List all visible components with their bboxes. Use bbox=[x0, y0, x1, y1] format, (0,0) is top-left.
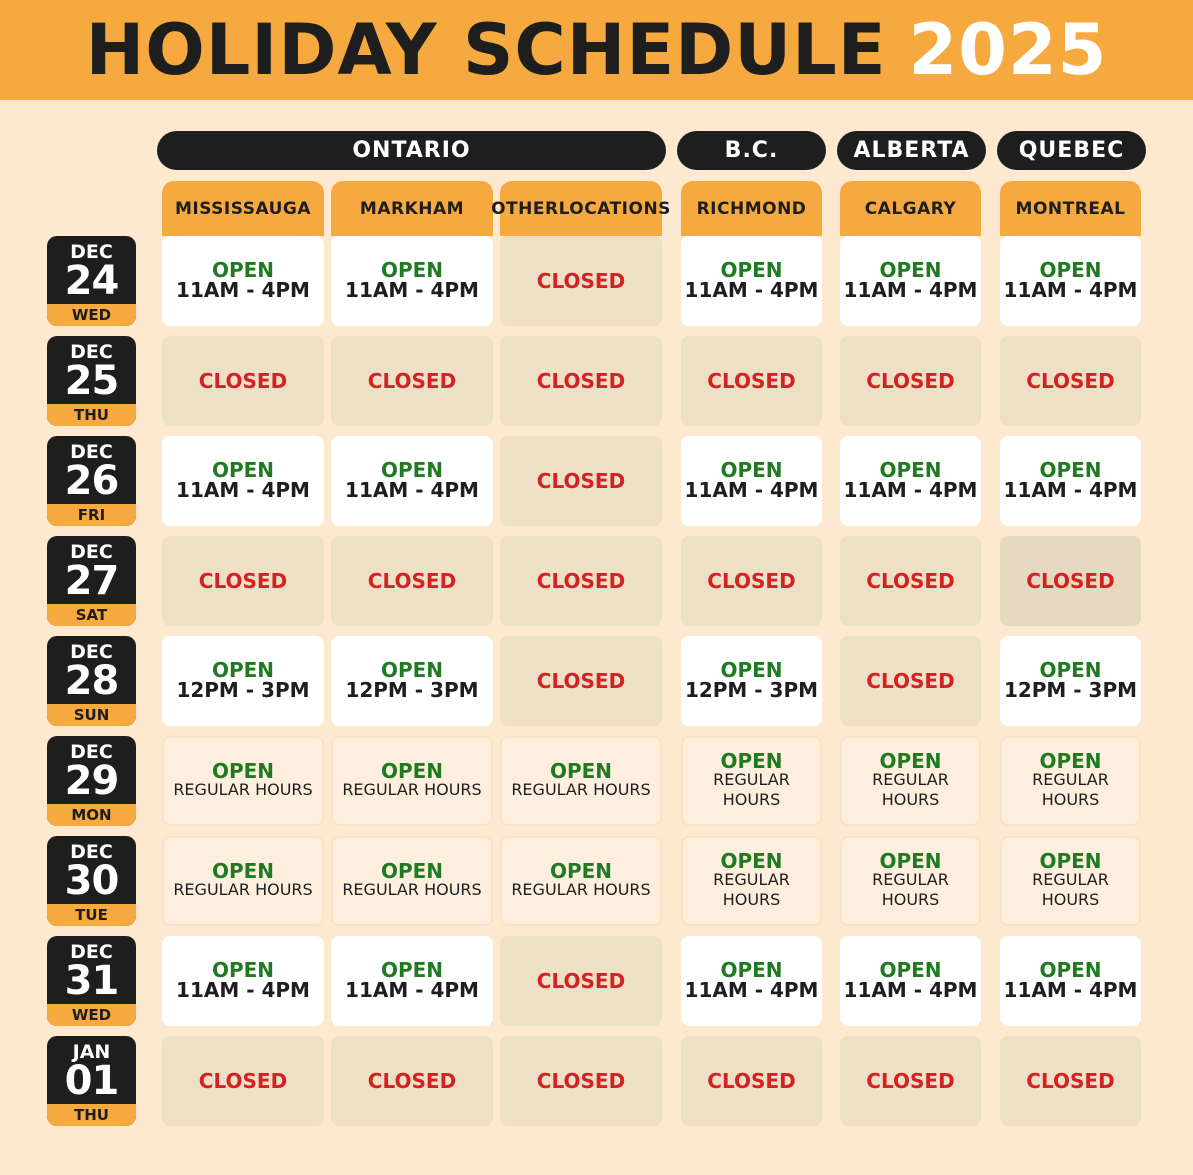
status-closed: CLOSED bbox=[367, 1069, 457, 1093]
schedule-cell bbox=[331, 1036, 493, 1126]
schedule-cell bbox=[500, 536, 662, 626]
hours-text: 11AM - 4PM bbox=[684, 478, 819, 502]
location-name: MISSISSAUGA bbox=[174, 198, 312, 219]
status-open: OPEN bbox=[1039, 958, 1102, 982]
hours-text: 12PM - 3PM bbox=[1003, 678, 1138, 702]
hours-text: REGULAR HOURS bbox=[342, 880, 482, 899]
status-closed: CLOSED bbox=[536, 969, 626, 993]
schedule-cell bbox=[1000, 336, 1141, 426]
status-closed: CLOSED bbox=[866, 569, 955, 593]
hours-text: 11AM - 4PM bbox=[345, 478, 479, 502]
status-closed: CLOSED bbox=[707, 369, 796, 393]
schedule-cell bbox=[331, 836, 493, 926]
location-header bbox=[491, 181, 671, 236]
status-closed: CLOSED bbox=[367, 369, 457, 393]
date-day: 30 bbox=[64, 858, 119, 904]
schedule-cell bbox=[500, 436, 662, 526]
hours-text: 12PM - 3PM bbox=[176, 678, 310, 702]
hours-text: REGULAR HOURS bbox=[1032, 770, 1109, 809]
status-closed: CLOSED bbox=[866, 1069, 955, 1093]
schedule-cell bbox=[162, 636, 324, 726]
date-month: DEC bbox=[70, 441, 113, 463]
region-bc: B.C. bbox=[677, 131, 826, 170]
date-day: 01 bbox=[64, 1058, 119, 1104]
schedule-cell bbox=[840, 936, 981, 1026]
schedule-cell bbox=[331, 336, 493, 426]
status-closed: CLOSED bbox=[367, 569, 457, 593]
schedule-cell bbox=[162, 1036, 324, 1126]
hours-text: 12PM - 3PM bbox=[684, 678, 819, 702]
status-closed: CLOSED bbox=[536, 669, 626, 693]
status-open: OPEN bbox=[549, 859, 613, 883]
status-closed: CLOSED bbox=[198, 1069, 288, 1093]
status-closed: CLOSED bbox=[536, 1069, 626, 1093]
hours-text: REGULAR HOURS bbox=[342, 780, 482, 799]
schedule-cell bbox=[1000, 236, 1141, 326]
schedule-cell bbox=[840, 536, 981, 626]
status-open: OPEN bbox=[380, 759, 444, 783]
location-name: OTHER bbox=[491, 198, 559, 219]
schedule-cell bbox=[162, 936, 324, 1026]
status-open: OPEN bbox=[380, 458, 444, 482]
schedule-cell bbox=[500, 236, 662, 326]
date-badge bbox=[47, 436, 136, 526]
hours-text: 11AM - 4PM bbox=[1003, 478, 1138, 502]
date-weekday: SUN bbox=[47, 704, 136, 726]
hours-text: 11AM - 4PM bbox=[176, 478, 310, 502]
location-header bbox=[162, 181, 324, 236]
date-weekday: FRI bbox=[47, 504, 136, 526]
status-open: OPEN bbox=[879, 458, 942, 482]
hours-text: 12PM - 3PM bbox=[345, 678, 479, 702]
date-month: DEC bbox=[70, 741, 113, 763]
status-closed: CLOSED bbox=[866, 669, 955, 693]
date-badge bbox=[47, 936, 136, 1026]
hours-text: 11AM - 4PM bbox=[843, 278, 978, 302]
schedule-cell bbox=[331, 736, 493, 826]
status-open: OPEN bbox=[549, 759, 613, 783]
hours-text: REGULAR HOURS bbox=[713, 870, 790, 909]
date-badge bbox=[47, 836, 136, 926]
schedule-cell bbox=[1000, 636, 1141, 726]
title-year: 2025 bbox=[908, 9, 1108, 91]
schedule-cell bbox=[331, 436, 493, 526]
date-weekday: TUE bbox=[47, 904, 136, 926]
status-closed: CLOSED bbox=[1026, 1069, 1115, 1093]
location-header bbox=[331, 181, 493, 236]
schedule-cell bbox=[500, 636, 662, 726]
schedule-cell bbox=[840, 836, 981, 926]
schedule-cell bbox=[1000, 536, 1141, 626]
date-day: 28 bbox=[64, 658, 119, 704]
status-closed: CLOSED bbox=[536, 569, 626, 593]
hours-text: REGULAR HOURS bbox=[872, 770, 949, 809]
status-open: OPEN bbox=[380, 859, 444, 883]
schedule-cell bbox=[840, 636, 981, 726]
schedule-cell bbox=[500, 736, 662, 826]
schedule-cell bbox=[162, 736, 324, 826]
status-open: OPEN bbox=[1039, 258, 1102, 282]
schedule-cell bbox=[681, 436, 822, 526]
schedule-cell bbox=[681, 736, 822, 826]
date-month: DEC bbox=[70, 641, 113, 663]
schedule-cell bbox=[331, 936, 493, 1026]
hours-text: 11AM - 4PM bbox=[1003, 278, 1138, 302]
schedule-cell bbox=[681, 336, 822, 426]
status-open: OPEN bbox=[720, 458, 783, 482]
status-open: OPEN bbox=[380, 958, 444, 982]
location-header bbox=[840, 181, 981, 236]
schedule-cell bbox=[331, 236, 493, 326]
status-open: OPEN bbox=[211, 759, 275, 783]
schedule-cell bbox=[840, 336, 981, 426]
status-open: OPEN bbox=[211, 258, 275, 282]
schedule-cell bbox=[840, 736, 981, 826]
hours-text: 11AM - 4PM bbox=[345, 978, 479, 1002]
hours-text: 11AM - 4PM bbox=[1003, 978, 1138, 1002]
date-badge bbox=[47, 636, 136, 726]
schedule-cell bbox=[1000, 436, 1141, 526]
status-open: OPEN bbox=[879, 849, 942, 873]
schedule-cell bbox=[1000, 736, 1141, 826]
status-closed: CLOSED bbox=[536, 269, 626, 293]
status-open: OPEN bbox=[211, 958, 275, 982]
hours-text: REGULAR HOURS bbox=[511, 780, 651, 799]
status-open: OPEN bbox=[211, 458, 275, 482]
schedule-cell bbox=[1000, 836, 1141, 926]
schedule-cell bbox=[331, 536, 493, 626]
date-month: DEC bbox=[70, 941, 113, 963]
date-month: DEC bbox=[70, 341, 113, 363]
date-day: 29 bbox=[64, 758, 119, 804]
date-badge bbox=[47, 736, 136, 826]
hours-text: REGULAR HOURS bbox=[872, 870, 949, 909]
status-open: OPEN bbox=[879, 749, 942, 773]
status-closed: CLOSED bbox=[707, 569, 796, 593]
date-weekday: WED bbox=[47, 1004, 136, 1026]
date-day: 27 bbox=[64, 558, 119, 604]
date-weekday: THU bbox=[47, 1104, 136, 1126]
location-name: MONTREAL bbox=[1015, 198, 1126, 219]
title-main: HOLIDAY SCHEDULE bbox=[85, 9, 887, 91]
hours-text: 11AM - 4PM bbox=[684, 278, 819, 302]
status-open: OPEN bbox=[720, 658, 783, 682]
hours-text: 11AM - 4PM bbox=[176, 278, 310, 302]
schedule-cell bbox=[162, 536, 324, 626]
schedule-cell bbox=[681, 536, 822, 626]
region-ontario: ONTARIO bbox=[157, 131, 666, 170]
date-weekday: MON bbox=[47, 804, 136, 826]
location-header bbox=[1000, 181, 1141, 236]
schedule-cell bbox=[681, 636, 822, 726]
date-badge bbox=[47, 336, 136, 426]
status-open: OPEN bbox=[720, 958, 783, 982]
status-open: OPEN bbox=[1039, 749, 1102, 773]
schedule-cell bbox=[162, 236, 324, 326]
date-day: 24 bbox=[64, 258, 119, 304]
page-title bbox=[0, 0, 1193, 100]
location-name: MARKHAM bbox=[359, 198, 465, 219]
schedule-cell bbox=[840, 1036, 981, 1126]
status-open: OPEN bbox=[1039, 849, 1102, 873]
schedule-cell bbox=[1000, 1036, 1141, 1126]
status-open: OPEN bbox=[720, 749, 783, 773]
status-open: OPEN bbox=[879, 258, 942, 282]
status-closed: CLOSED bbox=[1026, 569, 1115, 593]
schedule-cell bbox=[500, 336, 662, 426]
date-badge bbox=[47, 1036, 136, 1126]
schedule-cell bbox=[500, 836, 662, 926]
schedule-cell bbox=[840, 236, 981, 326]
status-closed: CLOSED bbox=[1026, 369, 1115, 393]
status-closed: CLOSED bbox=[707, 1069, 796, 1093]
hours-text: 11AM - 4PM bbox=[345, 278, 479, 302]
status-open: OPEN bbox=[380, 658, 444, 682]
schedule-cell bbox=[162, 436, 324, 526]
hours-text: REGULAR HOURS bbox=[173, 780, 313, 799]
schedule-cell bbox=[681, 836, 822, 926]
date-badge bbox=[47, 536, 136, 626]
status-open: OPEN bbox=[211, 658, 275, 682]
status-closed: CLOSED bbox=[536, 469, 626, 493]
schedule-cell bbox=[840, 436, 981, 526]
hours-text: 11AM - 4PM bbox=[843, 478, 978, 502]
date-day: 26 bbox=[64, 458, 119, 504]
hours-text: 11AM - 4PM bbox=[684, 978, 819, 1002]
status-open: OPEN bbox=[879, 958, 942, 982]
location-name: CALGARY bbox=[864, 198, 957, 219]
status-closed: CLOSED bbox=[536, 369, 626, 393]
status-closed: CLOSED bbox=[198, 369, 288, 393]
schedule-cell bbox=[500, 936, 662, 1026]
schedule-cell bbox=[1000, 936, 1141, 1026]
location-name: RICHMOND bbox=[696, 198, 807, 219]
date-month: DEC bbox=[70, 241, 113, 263]
status-open: OPEN bbox=[720, 849, 783, 873]
hours-text: REGULAR HOURS bbox=[1032, 870, 1109, 909]
schedule-cell bbox=[681, 236, 822, 326]
region-alberta: ALBERTA bbox=[837, 131, 986, 170]
date-month: DEC bbox=[70, 541, 113, 563]
hours-text: REGULAR HOURS bbox=[713, 770, 790, 809]
schedule-cell bbox=[681, 1036, 822, 1126]
date-weekday: THU bbox=[47, 404, 136, 426]
date-badge bbox=[47, 236, 136, 326]
status-closed: CLOSED bbox=[198, 569, 288, 593]
hours-text: REGULAR HOURS bbox=[511, 880, 651, 899]
schedule-cell bbox=[162, 836, 324, 926]
location-name: LOCATIONS bbox=[558, 198, 671, 219]
date-weekday: WED bbox=[47, 304, 136, 326]
schedule-cell bbox=[681, 936, 822, 1026]
date-month: DEC bbox=[70, 841, 113, 863]
region-quebec: QUEBEC bbox=[997, 131, 1146, 170]
status-open: OPEN bbox=[380, 258, 444, 282]
status-open: OPEN bbox=[1039, 458, 1102, 482]
date-weekday: SAT bbox=[47, 604, 136, 626]
date-day: 25 bbox=[64, 358, 119, 404]
date-day: 31 bbox=[64, 958, 119, 1004]
status-closed: CLOSED bbox=[866, 369, 955, 393]
schedule-cell bbox=[331, 636, 493, 726]
status-open: OPEN bbox=[211, 859, 275, 883]
status-open: OPEN bbox=[1039, 658, 1102, 682]
hours-text: REGULAR HOURS bbox=[173, 880, 313, 899]
status-open: OPEN bbox=[720, 258, 783, 282]
schedule-cell bbox=[500, 1036, 662, 1126]
schedule-cell bbox=[162, 336, 324, 426]
location-header bbox=[681, 181, 822, 236]
date-month: JAN bbox=[72, 1041, 111, 1063]
hours-text: 11AM - 4PM bbox=[843, 978, 978, 1002]
hours-text: 11AM - 4PM bbox=[176, 978, 310, 1002]
